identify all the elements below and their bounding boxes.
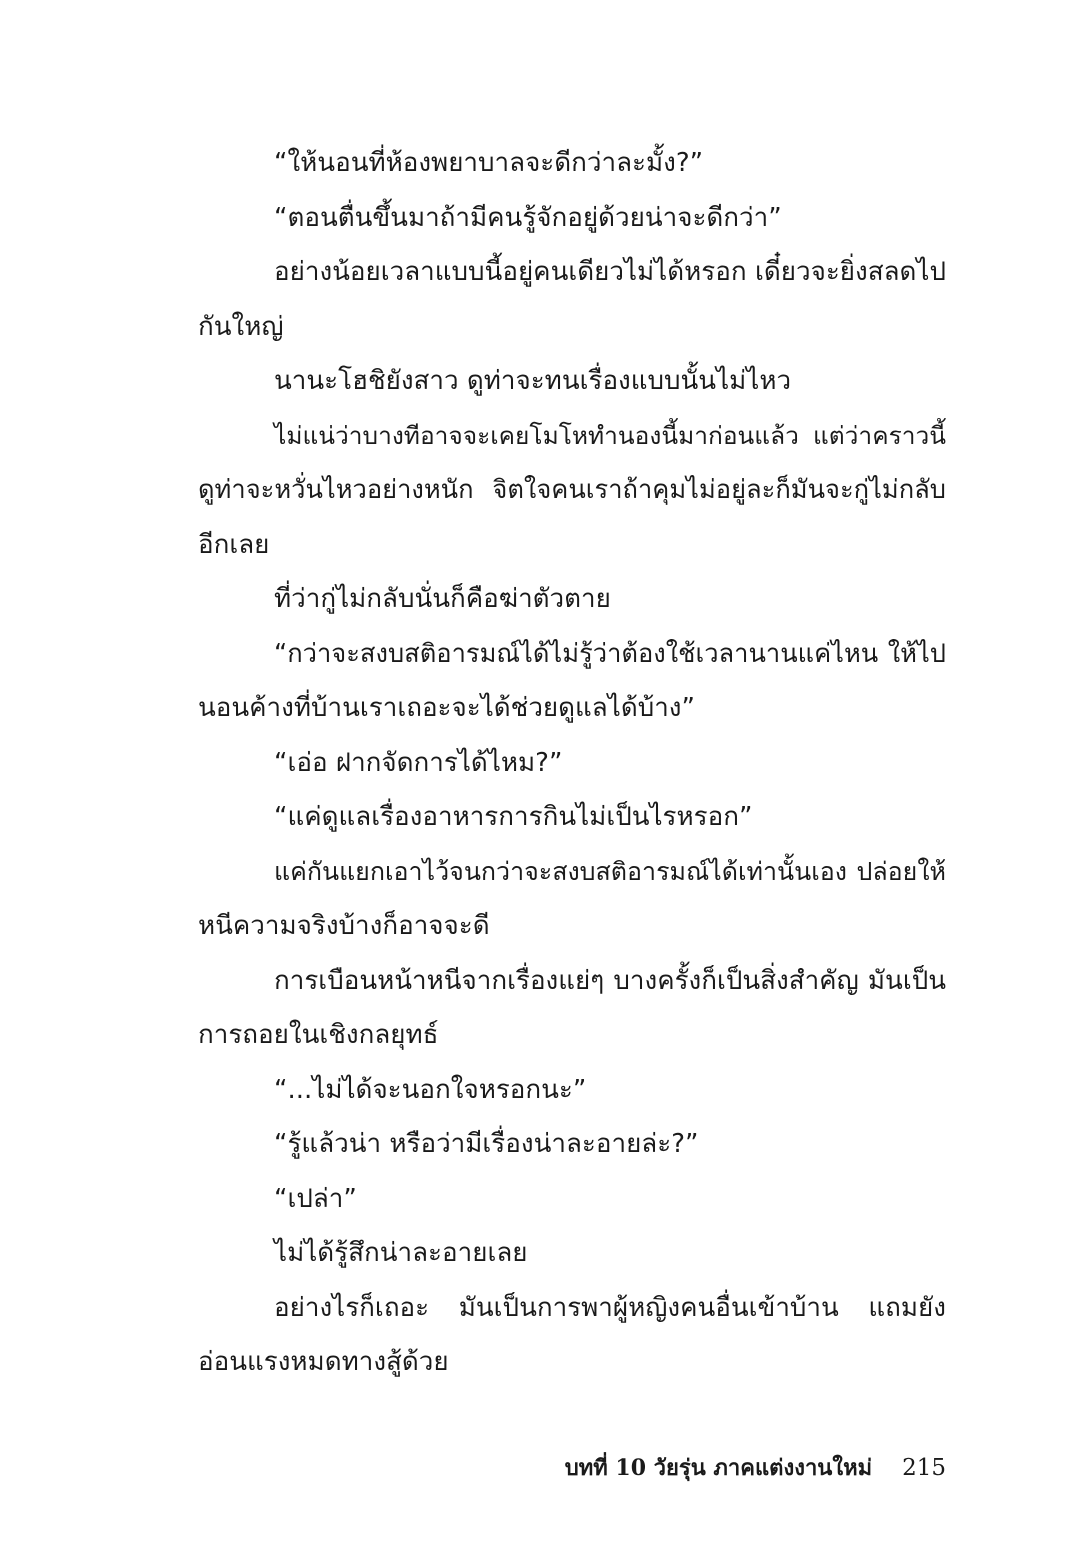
chapter-title: บทที่ 10 วัยรุ่น ภาคแต่งงานใหม่ xyxy=(564,1455,873,1481)
text-line: อ่อนแรงหมดทางสู้ด้วย xyxy=(198,1347,449,1377)
text-line: “กว่าจะสงบสติอารมณ์ได้ไม่รู้ว่าต้องใช้เวลานานแค่ไหน ให้ไป xyxy=(274,638,946,669)
text-line: อย่างไรก็เถอะ มันเป็นการพาผู้หญิงคนอื่นเข้าบ้าน แถมยัง xyxy=(274,1292,946,1323)
text-line: กันใหญ่ xyxy=(198,311,284,342)
text-line: “ตอนตื่นขึ้นมาถ้ามีคนรู้จักอยู่ด้วยน่าจะดีกว่า” xyxy=(274,202,782,233)
text-line: “...ไม่ได้จะนอกใจหรอกนะ” xyxy=(274,1074,587,1105)
text-line: อย่างน้อยเวลาแบบนี้อยู่คนเดียวไม่ได้หรอก เดี๋ยวจะยิ่งสลดไป xyxy=(274,257,946,287)
text-line: หนีความจริงบ้างก็อาจจะดี xyxy=(198,911,490,941)
text-line: “รู้แล้วน่า หรือว่ามีเรื่องน่าละอายล่ะ?” xyxy=(274,1129,699,1159)
text-line: ไม่ได้รู้สึกน่าละอายเลย xyxy=(274,1238,528,1268)
text-line: “ให้นอนที่ห้องพยาบาลจะดีกว่าละมั้ง?” xyxy=(274,148,704,178)
text-line: นอนค้างที่บ้านเราเถอะจะได้ช่วยดูแลได้บ้าง” xyxy=(198,693,695,723)
page-footer xyxy=(565,1448,946,1488)
text-line: อีกเลย xyxy=(198,529,270,560)
body-text xyxy=(198,136,946,1390)
text-line: การถอยในเชิงกลยุทธ์ xyxy=(198,1020,439,1050)
text-line: “แค่ดูแลเรื่องอาหารการกินไม่เป็นไรหรอก” xyxy=(274,802,753,832)
text-line: ไม่แน่ว่าบางทีอาจจะเคยโมโหทำนองนี้มาก่อนแล้ว แต่ว่าคราวนี้ xyxy=(274,420,946,450)
text-line: นานะโฮชิยังสาว ดูท่าจะทนเรื่องแบบนั้นไม่ไหว xyxy=(274,366,792,396)
text-line: ดูท่าจะหวั่นไหวอย่างหนัก จิตใจคนเราถ้าคุมไม่อยู่ละก็มันจะกู่ไม่กลับ xyxy=(198,475,946,505)
text-line: การเบือนหน้าหนีจากเรื่องแย่ๆ บางครั้งก็เป็นสิ่งสำคัญ มันเป็น xyxy=(274,965,946,996)
page-number: 215 xyxy=(902,1455,946,1481)
text-line: “เปล่า” xyxy=(274,1183,357,1214)
text-line: “เอ่อ ฝากจัดการได้ไหม?” xyxy=(274,747,563,778)
text-line: แค่กันแยกเอาไว้จนกว่าจะสงบสติอารมณ์ได้เท่านั้นเอง ปล่อยให้ xyxy=(274,856,946,886)
text-line: ที่ว่ากู่ไม่กลับนั่นก็คือฆ่าตัวตาย xyxy=(274,584,611,614)
